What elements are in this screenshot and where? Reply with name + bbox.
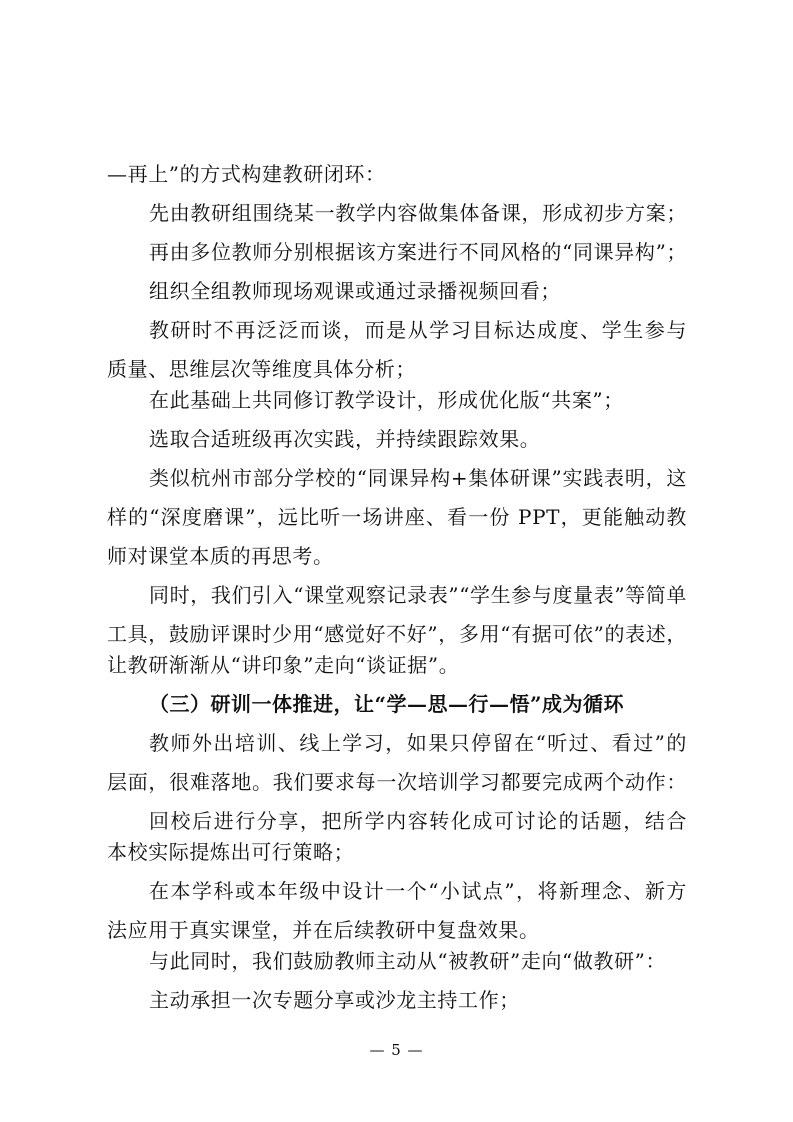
page-number: — 5 — [369, 1041, 424, 1059]
text-line: 让教研渐渐从“讲印象”走向“谈证据”。 [107, 653, 460, 677]
text-line: 教师外出培训、线上学习，如果只停留在“听过、看过”的 [149, 731, 687, 755]
text-line: 回校后进行分享，把所学内容转化成可讨论的话题，结合 [149, 809, 687, 833]
text-line: 组织全组教师现场观课或通过录播视频回看； [149, 279, 561, 303]
text-line: 教研时不再泛泛而谈，而是从学习目标达成度、学生参与 [149, 318, 687, 342]
text-line: 同时，我们引入“课堂观察记录表”“学生参与度量表”等简单 [149, 583, 687, 607]
text-line: 选取合适班级再次实践，并持续跟踪效果。 [149, 427, 541, 451]
text-line: 样的“深度磨课”，远比听一场讲座、看一份 PPT，更能触动教 [107, 505, 687, 529]
text-line: 主动承担一次专题分享或沙龙主持工作； [149, 988, 520, 1012]
text-line: 层面，很难落地。我们要求每一次培训学习都要完成两个动作： [107, 770, 687, 794]
text-line: 在此基础上共同修订教学设计，形成优化版“共案”； [149, 388, 624, 412]
text-line: 与此同时，我们鼓励教师主动从“被教研”走向“做教研”： [149, 949, 667, 973]
text-line: 质量、思维层次等维度具体分析； [107, 357, 416, 381]
text-line: 先由教研组围绕某一教学内容做集体备课，形成初步方案； [149, 201, 687, 225]
text-line: 再由多位教师分别根据该方案进行不同风格的“同课异构”； [149, 240, 687, 264]
text-line: 在本学科或本年级中设计一个“小试点”，将新理念、新方 [149, 879, 687, 903]
text-line: 工具，鼓励评课时少用“感觉好不好”，多用“有据可依”的表述， [107, 622, 687, 646]
text-line: —再上”的方式构建教研闭环： [107, 162, 386, 186]
text-line: 师对课堂本质的再思考。 [107, 544, 334, 568]
text-line: 法应用于真实课堂，并在后续教研中复盘效果。 [107, 918, 540, 942]
text-line: 本校实际提炼出可行策略； [107, 840, 355, 864]
text-line: 类似杭州市部分学校的“同课异构+集体研课”实践表明，这 [149, 466, 687, 490]
section-heading: （三）研训一体推进，让“学—思—行—悟”成为循环 [149, 692, 625, 716]
